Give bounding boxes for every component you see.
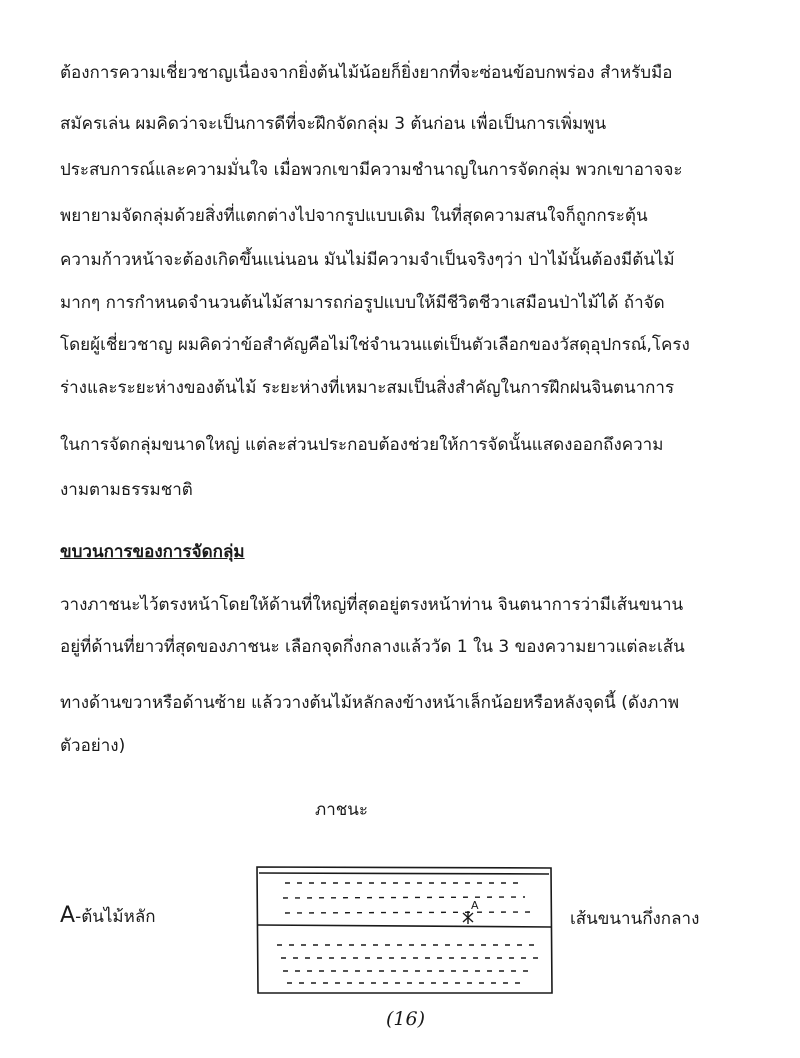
body-text-line: ต้องการความเชี่ยวชาญเนื่องจากยิ่งต้นไม้น้อยก็ยิ่งยากที่จะซ่อนข้อบกพร่อง สำหรับมือ [60, 63, 673, 83]
top-inner-line [259, 873, 549, 874]
main-tree-marker [463, 911, 473, 924]
dash-row [285, 912, 530, 913]
body-text-line: ความก้าวหน้าจะต้องเกิดขึ้นแน่นอน มันไม่มีความจำเป็นจริงๆว่า ป่าไม้นั้นต้องมีต้นไม้ [60, 250, 675, 270]
body-text-line: โดยผู้เชี่ยวชาญ ผมคิดว่าข้อสำคัญคือไม่ใช่จำนวนแต่เป็นตัวเลือกของวัสดุอุปกรณ์,โครง [60, 335, 690, 355]
marker-letter: A [471, 899, 479, 912]
main-tree-letter: A [60, 903, 76, 928]
container-diagram-svg [255, 865, 553, 995]
container-diagram [255, 865, 553, 995]
dash-row [283, 897, 525, 898]
main-tree-label [60, 903, 156, 930]
body-text-line: งามตามธรรมชาติ [60, 480, 193, 500]
body-text-line: ร่างและระยะห่างของต้นไม้ ระยะห่างที่เหมาะสมเป็นสิ่งสำคัญในการฝึกฝนจินตนาการ [60, 378, 675, 398]
body-text-line: ตัวอย่าง) [60, 736, 126, 756]
body-text-line: สมัครเล่น ผมคิดว่าจะเป็นการดีที่จะฝึกจัดกลุ่ม 3 ต้นก่อน เพื่อเป็นการเพิ่มพูน [60, 114, 607, 134]
body-text-line: ประสบการณ์และความมั่นใจ เมื่อพวกเขามีความชำนาญในการจัดกลุ่ม พวกเขาอาจจะ [60, 160, 683, 180]
middle-line-label: เส้นขนานกึ่งกลาง [570, 909, 700, 929]
body-text-line: พยายามจัดกลุ่มด้วยสิ่งที่แตกต่างไปจากรูปแบบเดิม ในที่สุดความสนใจก็ถูกกระตุ้น [60, 206, 648, 226]
body-text-line: วางภาชนะไว้ตรงหน้าโดยให้ด้านที่ใหญ่ที่สุดอยู่ตรงหน้าท่าน จินตนาการว่ามีเส้นขนาน [60, 595, 684, 615]
container-outline [257, 867, 552, 993]
figure-title: ภาชนะ [315, 800, 369, 820]
page-number: (16) [386, 1008, 426, 1030]
body-text-line: ในการจัดกลุ่มขนาดใหญ่ แต่ละส่วนประกอบต้องช่วยให้การจัดนั้นแสดงออกถึงความ [60, 435, 664, 455]
body-text-line: อยู่ที่ด้านที่ยาวที่สุดของภาชนะ เลือกจุดกึ่งกลางแล้ววัด 1 ใน 3 ของความยาวแต่ละเส้น [60, 637, 685, 657]
body-text-line: มากๆ การกำหนดจำนวนต้นไม้สามารถก่อรูปแบบให้มีชีวิตชีวาเสมือนป่าไม้ได้ ถ้าจัด [60, 293, 665, 313]
body-text-line: ทางด้านขวาหรือด้านซ้าย แล้ววางต้นไม้หลักลงข้างหน้าเล็กน้อยหรือหลังจุดนี้ (ดังภาพ [60, 693, 680, 713]
middle-divider-line [258, 925, 551, 927]
main-tree-text: -ต้นไม้หลัก [75, 907, 156, 927]
section-heading: ขบวนการของการจัดกลุ่ม [60, 542, 245, 562]
